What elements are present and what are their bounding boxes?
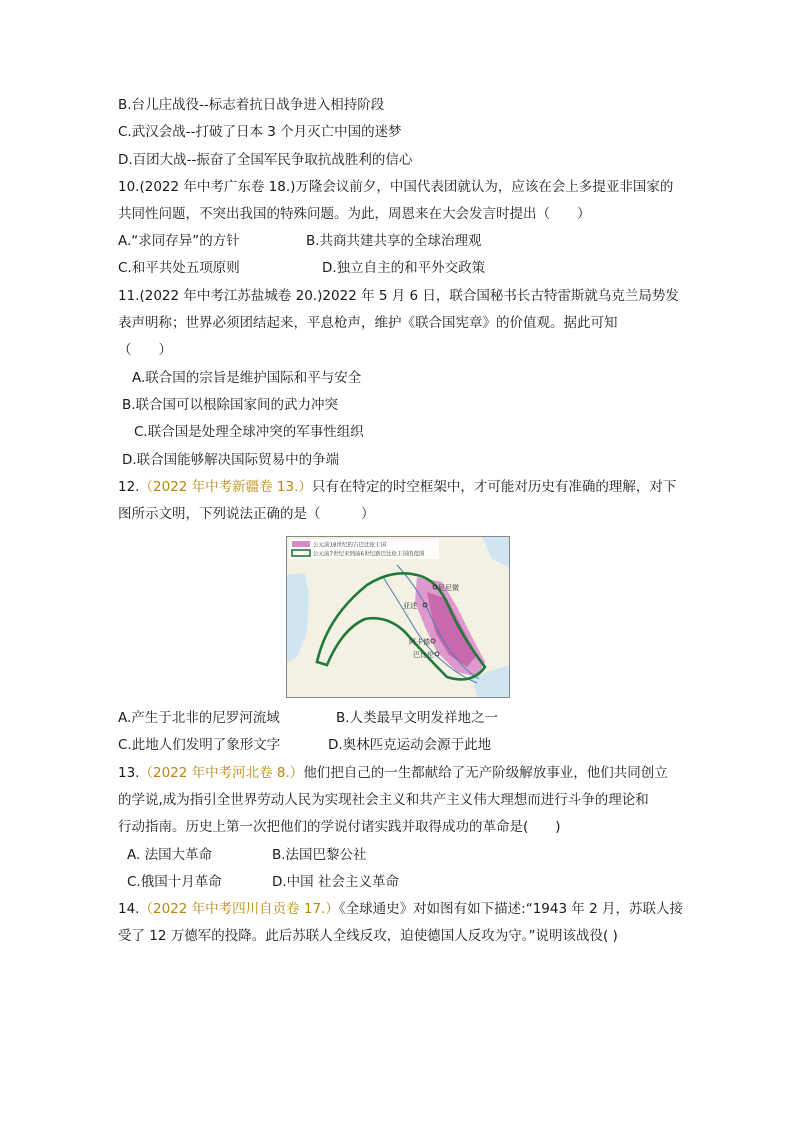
q12-option-d: D.奥林匹克运动会源于此地 — [328, 737, 492, 753]
babylon-map-svg — [287, 537, 509, 697]
q12-source: （2022 年中考新疆卷 13.） — [139, 479, 312, 495]
q10-option-c: C.和平共处五项原则 — [118, 260, 240, 276]
q14-number: 14. — [118, 901, 140, 917]
q10-source: 10.(2022 年中考广东卷 18.) — [118, 179, 296, 195]
q12-option-c: C.此地人们发明了象形文字 — [118, 737, 281, 753]
q10-option-b: B.共商共建共享的全球治理观 — [306, 233, 482, 249]
map-legend-swatch-1 — [292, 541, 310, 547]
babylon-map — [286, 536, 510, 698]
q11-option-d: D.联合国能够解决国际贸易中的争端 — [122, 452, 340, 468]
q10-stem-line2: 共同性问题，不突出我国的特殊问题。为此，周恩来在大会发言时提出（ ） — [118, 206, 591, 222]
q11-option-c: C.联合国是处理全球冲突的军事性组织 — [134, 424, 364, 440]
q14-stem-line1 — [118, 900, 683, 918]
q12-option-a: A.产生于北非的尼罗河流域 — [118, 710, 280, 726]
q13-stem-line1 — [118, 764, 668, 782]
q11-source: 11.(2022 年中考江苏盐城卷 20.) — [118, 288, 323, 304]
map-city-babylon: 巴比伦 — [413, 651, 434, 659]
q11-stem-line1 — [118, 287, 679, 305]
q12-number: 12. — [118, 479, 140, 495]
q12-text1: 只有在特定的时空框架中，才可能对历史有准确的理解，对下 — [311, 479, 677, 495]
q14-stem-line2: 受了 12 万德军的投降。此后苏联人全线反攻，迫使德国人反攻为守。”说明该战役( ) — [118, 928, 618, 944]
q13-option-c: C.俄国十月革命 — [127, 874, 222, 890]
q11-option-a: A.联合国的宗旨是维护国际和平与安全 — [132, 370, 362, 386]
q10-option-d: D.独立自主的和平外交政策 — [322, 260, 486, 276]
q9-option-c: C.武汉会战--打破了日本 3 个月灭亡中国的迷梦 — [118, 124, 402, 140]
q9-option-b: B.台儿庄战役--标志着抗日战争进入相持阶段 — [118, 97, 385, 113]
map-legend-text-2: 公元前7世纪末到前6世纪新巴比伦王国的范围 — [313, 551, 425, 558]
q13-option-d: D.中国 社会主义革命 — [272, 874, 399, 890]
q10-stem-line1 — [118, 178, 673, 196]
q12-stem-line2: 图所示文明，下列说法正确的是（ ） — [118, 506, 375, 522]
q14-text1: 《全球通史》对如图有如下描述:“1943 年 2 月，苏联人接 — [338, 901, 684, 917]
q13-option-a: A. 法国大革命 — [127, 847, 213, 863]
q10-text1: 万隆会议前夕，中国代表团就认为，应该在会上多提亚非国家的 — [295, 179, 674, 195]
q11-option-b: B.联合国可以根除国家间的武力冲突 — [122, 397, 339, 413]
q13-number: 13. — [118, 765, 140, 781]
q13-option-b: B.法国巴黎公社 — [272, 847, 367, 863]
q9-option-d: D.百团大战--振奋了全国军民争取抗战胜利的信心 — [118, 152, 413, 168]
q13-source: （2022 年中考河北卷 8.） — [139, 765, 304, 781]
q11-stem-line3: （ ） — [118, 342, 172, 358]
q11-stem-line2: 表声明称；世界必须团结起来，平息枪声，维护《联合国宪章》的价值观。据此可知 — [118, 315, 618, 331]
q11-text1: 2022 年 5 月 6 日，联合国秘书长古特雷斯就乌克兰局势发 — [322, 288, 679, 304]
q12-option-b: B.人类最早文明发祥地之一 — [336, 710, 499, 726]
map-city-akkad: 阿卡德 — [409, 638, 430, 646]
q14-source: （2022 年中考四川自贡卷 17.） — [139, 901, 339, 917]
q10-option-a: A.“求同存异”的方针 — [118, 233, 240, 249]
map-legend-text-1: 公元前18世纪的古巴比伦王国 — [313, 542, 386, 549]
q13-stem-line2: 的学说,成为指引全世界劳动人民为实现社会主义和共产主义伟大理想而进行斗争的理论和 — [118, 792, 649, 808]
q13-text1: 他们把自己的一生都献给了无产阶级解放事业，他们共同创立 — [303, 765, 668, 781]
map-city-nineveh: 尼尼微 — [438, 584, 459, 592]
map-city-assur: 亚述 — [403, 602, 417, 610]
q13-stem-line3: 行动指南。历史上第一次把他们的学说付诸实践并取得成功的革命是( ) — [118, 819, 561, 835]
q12-stem-line1 — [118, 478, 676, 496]
